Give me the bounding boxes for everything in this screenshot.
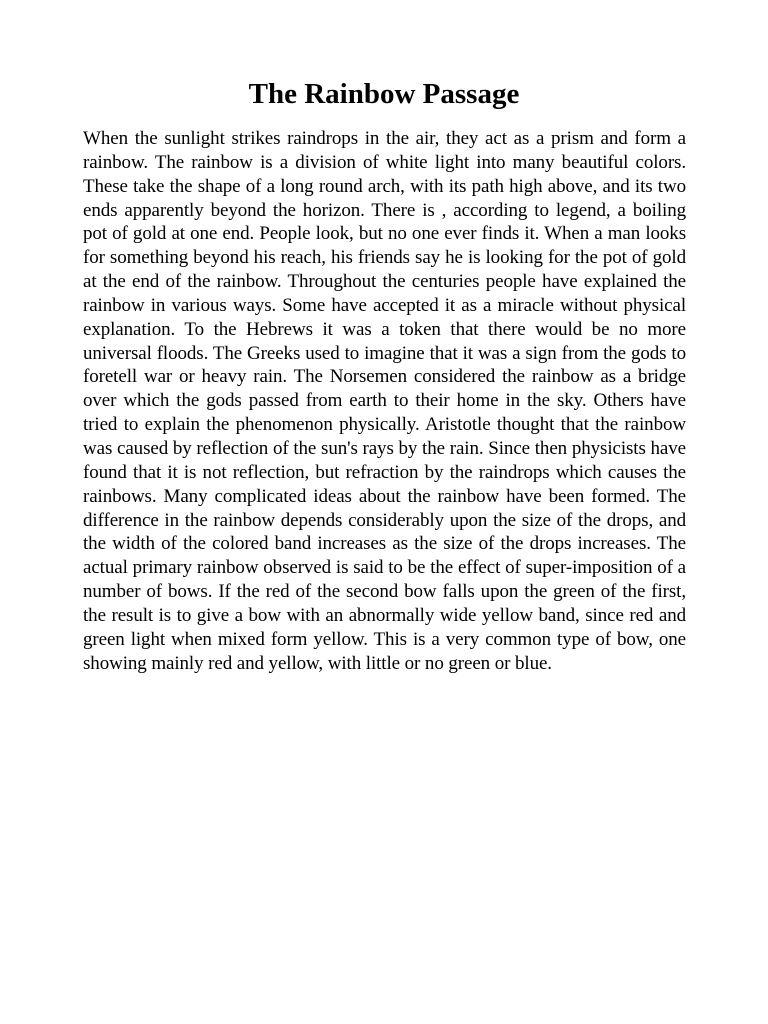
passage-text: When the sunlight strikes raindrops in the air, they act as a prism and form a rainbow. The rainbow is a division of white light into many beautiful colors. These take the shape of a long round arch, with its path high above, and its two ends apparently beyond the horizon. There is , according to legend, a boiling pot of gold at one end. People look, but no one ever finds it. When a man looks for something beyond his reach, his friends say he is looking for the pot of gold at the end of the rainbow. Throughout the centuries people have explained the rainbow in various ways. Some have accepted it as a miracle without physical explanation. To the Hebrews it was a token that there would be no more universal floods. The Greeks used to imagine that it was a sign from the gods to foretell war or heavy rain. The Norsemen considered the rainbow as a bridge over which the gods passed from earth to their home in the sky. Others have tried to explain the phenomenon physically. Aristotle thought that the rainbow was caused by reflection of the sun's rays by the rain. Since then physicists have found that it is not reflection, but refraction by the raindrops which causes the rainbows. Many complicated ideas about the rainbow have been formed. The difference in the rainbow depends considerably upon the size of the drops, and the width of the colored band increases as the size of the drops increases. The actual primary rainbow observed is said to be the effect of super-imposition of a number of bows. If the red of the second bow falls upon the green of the first, the result is to give a bow with an abnormally wide yellow band, since red and green light when mixed form yellow. This is a very common type of bow, one showing mainly red and yellow, with little or no green or blue. xyxy=(83,128,686,674)
page-title: The Rainbow Passage xyxy=(248,78,520,110)
